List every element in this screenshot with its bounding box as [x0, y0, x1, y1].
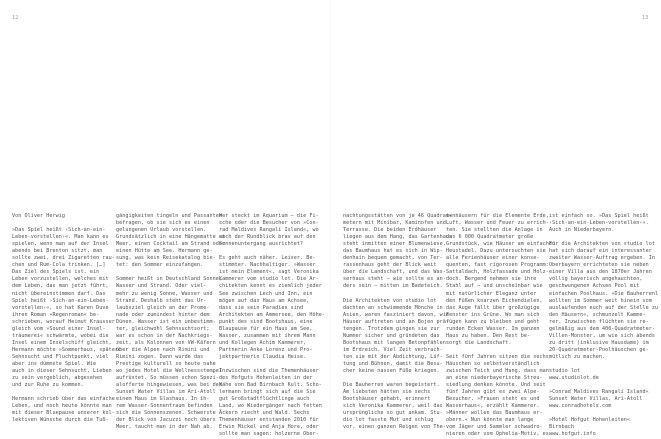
text-line: Häuschen so selbstverständlich — [446, 360, 540, 367]
text-line — [219, 361, 325, 368]
text-line: aufrüstet. So müssen schon Spezi- — [116, 375, 219, 382]
text-line: über die Landschaft, und das Was- — [343, 269, 446, 276]
text-line: und Kollegen Achim Kammerer, — [219, 339, 307, 346]
text-line: nicht übereinstimmen darf. Das — [12, 290, 106, 297]
text-line — [549, 382, 658, 389]
text-line: Die Bauherren waren begeistert. — [343, 382, 440, 389]
text-line: nieren oder vom Ophelia-Motiv, es — [446, 431, 549, 438]
text-line: wollten im Sommer weit hinein vom — [549, 297, 652, 304]
text-line: punkt des sind Bootshaus, eine — [219, 318, 313, 325]
text-line: einer Villa aus den 1870er Jahren — [549, 269, 652, 276]
text-line: Leben-vorstellen‹«. Man kann es — [12, 234, 109, 241]
text-line: Hermann schrieb über das einfache — [12, 396, 115, 403]
text-line: Architekten am Ammersee, den Höhe- — [219, 311, 325, 318]
text-line: ter, gleichwohl Sehnsuchtsort; — [116, 325, 210, 332]
text-line: einfachen Poolhaus. »Die Bauherrenl — [549, 290, 659, 297]
text-line: geschwungenen Achsen Pool mit — [549, 283, 640, 290]
text-line: siedlung denken könnte. Und seit — [446, 382, 546, 389]
text-line — [12, 220, 121, 227]
text-line: laubsziel gleich an der Prome- — [116, 304, 210, 311]
text-line — [343, 291, 452, 298]
text-line: nachtungsstätten von je 46 Quadrat- — [343, 213, 453, 219]
text-line: Land, wo Wiedergänger nach fetten — [219, 403, 322, 410]
text-line: menhäusern für die Elemente Erde, — [446, 213, 549, 219]
text-line: Wer steckt im Aquarium – die Fi- — [219, 213, 319, 219]
text-line: Nummer sicher und gründeten das — [343, 332, 440, 339]
text-column-2 — [116, 213, 225, 431]
text-line: Inzwischen sind die Themenhäuser — [219, 368, 319, 375]
text-line: Häuser auftreten und an Bojen prä- — [343, 318, 449, 325]
text-line: doch. Bergend nehmen sie ihre — [446, 276, 537, 283]
text-line: sich der Rundblick brav auf den — [219, 234, 316, 241]
text-column-5 — [446, 213, 555, 439]
text-line: Strand. Deshalb steht das Ur- — [116, 297, 207, 304]
text-line: Sattaldach, Holzfassade und Holz- — [446, 269, 549, 276]
text-column-4 — [343, 213, 452, 431]
text-column-6 — [549, 213, 658, 439]
text-line: studio lot — [549, 368, 581, 375]
text-line — [549, 361, 658, 368]
text-line: mögen auf das Haus am Achsee, — [219, 297, 310, 304]
text-line: rer. Inzwischen flüchten sie re- — [549, 318, 649, 325]
text-line: Sunset Water Villas im Ari-Atoll — [116, 389, 216, 396]
text-line: Partnerin Anke Lorenz und Pro- — [219, 346, 313, 353]
text-line: zeit, als Kolonnen von VW-Käfern — [116, 339, 216, 346]
text-line: »Conrad Maldives Rangali Island« — [549, 389, 649, 396]
text-line: dachten an schwimmende Mönche in — [343, 304, 443, 311]
text-line: und zur Ruhe zu kommen. — [12, 382, 84, 389]
text-line: auch in dieser Sehnsucht, Lieben — [12, 368, 112, 375]
text-line: Wasserhaus«, erzählt Kammerer. — [446, 403, 540, 410]
text-line: Erwin Mickel und Anja Hore, oder — [219, 424, 319, 431]
text-line: vor, einen ganzen Reigen von The- — [343, 424, 446, 431]
text-line: das Auge fällt über großzügige — [446, 304, 540, 311]
text-line — [12, 389, 121, 396]
text-line: Blaupause für ein Haus am See, — [219, 325, 313, 332]
text-line: denhain bequem gemacht, von Ter- — [343, 255, 443, 262]
text-line: gelmäßig aus dem 400-Quadratmeter- — [549, 325, 655, 332]
text-line: wo jedes Hotel die Wellnessstempel — [116, 368, 222, 375]
text-line: Dünen. Wasser ist ein unbestimm- — [116, 318, 216, 325]
text-line: mit natürlicher Eleganz unter — [446, 290, 537, 297]
page-number-right: 13 — [642, 15, 649, 21]
text-line: »Das Spiel heißt ›Sich-an-ein- — [12, 227, 106, 234]
text-line: Luft, Wasser und Feuer zu errich- — [446, 220, 549, 227]
text-line: an eine niederbayerische Streu- — [446, 375, 543, 382]
text-line: Wasser und Strand. Oder viel- — [116, 283, 207, 290]
text-line: metern mit Minibar, Kaminofen und — [343, 220, 446, 227]
text-line — [549, 410, 658, 417]
text-line: stimmter. Nachhaltiger. »Wasser — [219, 262, 316, 269]
page-gutter — [330, 0, 331, 431]
text-line — [549, 234, 658, 241]
text-line: Am liebsten hätten sie sechs — [343, 389, 431, 396]
text-line: tengen. Trotzdem gingen sie zur — [343, 325, 440, 332]
text-line: sich die Sonnenszenen. Schwerste — [116, 410, 216, 417]
text-line: www.hofgut.info — [549, 431, 596, 438]
text-line — [219, 248, 325, 255]
text-line: Bootshaus mit langen Betonpfählen — [343, 339, 446, 346]
text-line: lektiven Wünsche durch die Tuß- — [12, 417, 109, 424]
text-line: Kammerer vom studio lot. Die Ar- — [219, 276, 319, 283]
text-line: chen und Rum-Cola trinken. […] — [12, 262, 106, 269]
text-line: sollte zwei, drei Zigaretten rau- — [12, 255, 115, 262]
text-line: Leben vorzustellen, welches mit — [12, 276, 109, 283]
text-line: alofferte hingewiesen, was bei der — [116, 382, 222, 389]
text-line: Sunset Water Villas, Ari-Atoll — [549, 396, 643, 403]
text-line: Wasser, zusammen mit ihrem Mann — [219, 332, 316, 339]
text-line: ten sie mit der Abdichtung, Lüf- — [343, 353, 443, 360]
text-line: runden Ecken Wasser. Im ganzen — [446, 325, 540, 332]
text-line — [116, 269, 225, 276]
text-line: jektpartnerin Claudia Heise. — [219, 353, 307, 360]
text-line: Fenster ins Grüne. Wo man sich — [446, 311, 540, 318]
text-line: Besucher. »Frauen steht es und — [446, 396, 540, 403]
text-line: Oberbayern errichteten sie neben — [549, 262, 649, 269]
text-line: ihren Roman »Regenroman« be- — [12, 311, 100, 318]
text-line: den Füßen knarzen Eichendielen, — [446, 297, 543, 304]
text-line: Sommer heißt in Deutschland Sonne, — [116, 276, 222, 283]
text-line: sorgt die Landschaft. — [446, 339, 512, 346]
text-line: Äckern riecht und Wald. Sechs — [219, 410, 310, 417]
text-line: www.studiolot.de — [549, 375, 599, 382]
text-line: gelungenen Urlaub vorstellen. — [116, 227, 207, 234]
text-line: zu dritt (inklusive Hausdame) im — [549, 339, 649, 346]
text-line: »Hotel Hofgut Hohenleiten« — [549, 417, 631, 424]
text-line: chitekten kennt es ziemlich jeder — [219, 283, 322, 290]
text-line: See zwischen Lech und Inn, ein — [219, 290, 313, 297]
text-line: Das Ziel des Spiels ist, ein — [12, 269, 100, 276]
text-line: hat sich darauf ein interessanter — [549, 248, 652, 255]
text-line: Grundstück, wie Häuser am einfachen — [446, 241, 556, 248]
text-line: Asien, waren fasziniert davon, wie — [343, 311, 449, 318]
text-line: zwischen Teich und Hang, dass man — [446, 368, 549, 375]
text-line: fügen kann zu bleiben und geht — [446, 318, 540, 325]
text-line: Die Architekten von studio lot — [343, 297, 437, 304]
text-line: ist mein Element«, sagt Veronika — [219, 269, 319, 276]
text-column-1 — [12, 213, 121, 424]
text-line: mit dieser Bluepause unserer kol- — [12, 410, 115, 417]
text-line: Insel einem Inselschiff gleicht, — [12, 339, 112, 346]
text-line: obern.« Nun könnte man lange — [446, 417, 534, 424]
text-line: Bootshäuser gehabt, erinnert — [343, 396, 431, 403]
text-line: »Männer wollen das Baumhaus er- — [446, 410, 543, 417]
text-line: vom Jäger und Sammler schwadro- — [446, 424, 543, 431]
text-line: fünf Jahren gibt es zwei Alpe- — [446, 389, 540, 396]
text-line: sche oder die Besucher von »Con- — [219, 220, 319, 227]
text-line: gängigkeiten tingeln und Passanten — [116, 213, 222, 219]
text-line: mehr zu wenig Sonne, Wasser und — [116, 290, 213, 297]
text-line: tung und Bühnen, damit die Besu- — [343, 360, 443, 367]
text-line: war es schon in der Nachkriegs- — [116, 332, 213, 339]
text-line: www.conradhotels.com — [549, 403, 612, 410]
text-line: Rimini zogen. Dann wurde das — [116, 353, 204, 360]
text-line: über die Alpen nach Rimini und — [116, 346, 210, 353]
text-line: Heustadel. Dazu untersuchten sie — [446, 248, 546, 255]
text-column-3 — [219, 213, 325, 439]
text-line — [343, 375, 452, 382]
text-line: lermann bringt sich auf die Sie — [219, 389, 316, 396]
text-line: gleich vom »Sound einer Insel- — [12, 325, 106, 332]
text-line: Haus zu haben. Den Rest be- — [446, 332, 531, 339]
text-line: Seit fünf Jahren sitzen die sechs — [446, 353, 549, 360]
text-line: Meer, einen Cocktail am Strand oder — [116, 241, 226, 248]
text-line: Villen-Monster, um wie sich abends — [549, 332, 655, 339]
text-line: auslaufenden euch auf der Stelle zu — [549, 304, 659, 311]
text-line: rad Maldives Rangali Island«, wo — [219, 227, 319, 234]
text-line: ten. Sie stellten die Anlage in — [446, 227, 543, 234]
text-line: Grundsätzlich in eine Hängematte am — [116, 234, 226, 241]
text-line — [446, 347, 555, 354]
text-line: Spiel heißt ›Sich-an-ein-Leben- — [12, 297, 109, 304]
text-line: aber ins dümmste Spiel. Wie — [12, 360, 97, 367]
text-line: einen Hütte am See. Hermann ge- — [116, 248, 213, 255]
text-line: sollte man sagen: holzerne Ober- — [219, 431, 319, 438]
text-line: ursprüngliche so gut ankam. Stu- — [343, 410, 443, 417]
text-line: dio lot fasste Mut und schlug — [343, 417, 434, 424]
text-line: Sehnsucht und Fluchtpunkt, viel — [12, 353, 109, 360]
text-line: serhaus steht – wie sollte es an- — [343, 276, 446, 283]
text-line: Prestige kulturell so heute nahe — [116, 360, 216, 367]
text-line: steht inmitten einer Blumenwiese, — [343, 241, 446, 248]
text-line: einem Haus im Glashaus. In ih- — [116, 396, 210, 403]
text-line: sung, was kein Reisekatalog bie- — [116, 255, 216, 262]
text-line: zu sein vergeblich, abgesehen — [12, 375, 103, 382]
text-line: Für die Architekten von studio lot — [549, 241, 655, 248]
text-line: zweiter Wasser-Auftrag ergeben. In — [549, 255, 655, 262]
text-line: im Erdreich. Viel Zeit verbrach- — [343, 346, 443, 353]
text-line: Meer, taucht man in der Nah ab. — [116, 424, 213, 431]
text-line: spielen, wenn man auf der Insel — [12, 241, 109, 248]
text-line: liegen aus dem Hang, das Gartenhaus — [343, 234, 453, 241]
text-line: Hermann möchte »Sommerhaus, später« — [12, 346, 122, 353]
text-line: des Hofguts Hohenleiten in der — [219, 375, 313, 382]
text-line: träumerei« schwärmte, wobei die — [12, 332, 109, 339]
text-line: ist einfach so. »Das Spiel heißt — [549, 213, 649, 219]
text-line: das 6 000 Quadratmeter große — [446, 234, 534, 241]
text-line: quenten, fast rigorosen Programm: — [446, 262, 549, 269]
text-line: Auch in Niederbayern. — [549, 227, 615, 234]
text-line: Von Oliver Herwig — [12, 213, 65, 219]
text-line: der Blick von Jacuzzi noch übers — [116, 417, 216, 424]
text-line: sich Veronika Kammerer, weil das — [343, 403, 443, 410]
text-line: Es geht auch näher. Leiser. Be- — [219, 255, 316, 262]
text-line: Terrasse. Die beiden Erdhäuser — [343, 227, 437, 234]
text-line: dass sie sein Paradies sind — [219, 304, 304, 311]
text-line: tet: den Sommer einzufangen. — [116, 262, 204, 269]
text-line: rem Wasser-Sonnentraum befinden — [116, 403, 213, 410]
text-line: Nähe von Bad Birnbach Kult. Scho- — [219, 382, 322, 389]
text-line: Leben, und noch heute könnte man — [12, 403, 112, 410]
page-number-left: 12 — [12, 15, 19, 21]
text-line: 20-Quadratmeter-Poolhäuschen ge- — [549, 346, 649, 353]
text-line: dem Leben, das man jetzt führt, — [12, 283, 109, 290]
text-line: ›Sich-an-ein-Leben-vorstellen‹«. — [549, 220, 649, 227]
text-line: den Häusern«, schmunzelt Kamme- — [549, 311, 646, 318]
text-line: schrieben, worauf Heimut Krausser — [12, 318, 115, 325]
text-line: völlig bayerisch angehauchten, — [549, 276, 643, 283]
text-line: gut Großstadtflüchtlinge auch — [219, 396, 310, 403]
text-line: alle Ferienhäuser einer konse- — [446, 255, 540, 262]
text-line: mütlich zu machen. — [549, 353, 606, 360]
text-line: befragen, ob sie sich es einen — [116, 220, 210, 227]
text-line: vorstellen‹«, so hat Karen Duve — [12, 304, 109, 311]
text-line: Themenhäuser entstanden 2010 für — [219, 417, 319, 424]
text-line: rassenhaus geht der Blick weit — [343, 262, 437, 269]
text-line: nade oder zumindest hinter dem — [116, 311, 210, 318]
text-line: Stahl auf – und unscheinbar wie — [446, 283, 543, 290]
text-line: das Baumhaus hat es sich in Wip- — [343, 248, 443, 255]
text-line: ders sein – mitten im Badeteich. — [343, 283, 443, 290]
text-line: Birnbach — [549, 424, 574, 431]
text-line: abends bei Brenton sitzt, man — [12, 248, 103, 255]
text-line: Sonnenuntergang ausrichtet? — [219, 241, 304, 248]
text-line: cher keine nassen Füße kriegen. — [343, 368, 440, 375]
